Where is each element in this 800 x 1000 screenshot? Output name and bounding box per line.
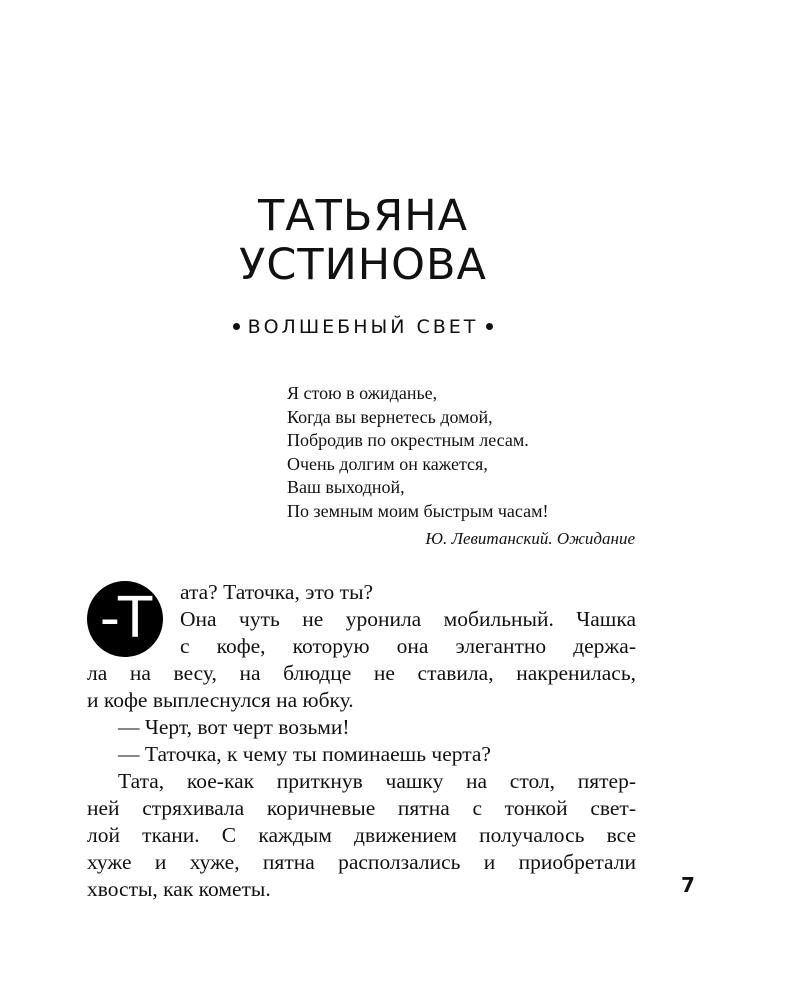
epigraph (287, 382, 548, 524)
text-line: хуже и хуже, пятна расползались и приобретали (87, 852, 636, 874)
text-line: Тата, кое-как приткнув чашку на стол, пятер- (118, 771, 636, 793)
epigraph-line: По земным моим быстрым часам! (287, 500, 549, 521)
book-title (0, 316, 726, 338)
text-line: и кофе выплеснулся на юбку. (87, 688, 354, 712)
author-last-name: УСТИНОВА (239, 240, 487, 290)
book-title-text: ВОЛШЕБНЫЙ СВЕТ (247, 316, 479, 338)
bullet-dot-icon (233, 323, 240, 330)
epigraph-line: Когда вы вернетесь домой, (287, 406, 493, 427)
text-line: — Таточка, к чему ты поминаешь черта? (118, 742, 491, 766)
text-line: Она чуть не уронила мобильный. Чашка (180, 609, 636, 631)
text-line: хвосты, как кометы. (87, 877, 271, 901)
epigraph-line: Ваш выходной, (287, 477, 405, 498)
text-line: ла на весу, на блюдце не ставила, накренилась, (87, 663, 636, 685)
author-first-name: ТАТЬЯНА (257, 191, 469, 241)
epigraph-line: Я стою в ожиданье, (287, 383, 438, 403)
bullet-dot-icon (486, 323, 493, 330)
epigraph-line: Очень долгим он кажется, (287, 453, 488, 474)
text-line: ата? Таточка, это ты? (180, 580, 374, 604)
text-line: ней стряхивала коричневые пятна с тонкой свет- (87, 798, 636, 820)
epigraph-line: Побродив по окрестным лесам. (287, 430, 529, 451)
text-line: с кофе, которую она элегантно держа- (180, 636, 636, 658)
epigraph-attribution: Ю. Левитанский. Ожидание (425, 529, 635, 548)
page-number: 7 (681, 873, 695, 897)
drop-cap: -Т (87, 581, 163, 657)
text-line: — Черт, вот черт возьми! (118, 715, 350, 739)
text-line: лой ткани. С каждым движением получалось все (87, 825, 636, 847)
